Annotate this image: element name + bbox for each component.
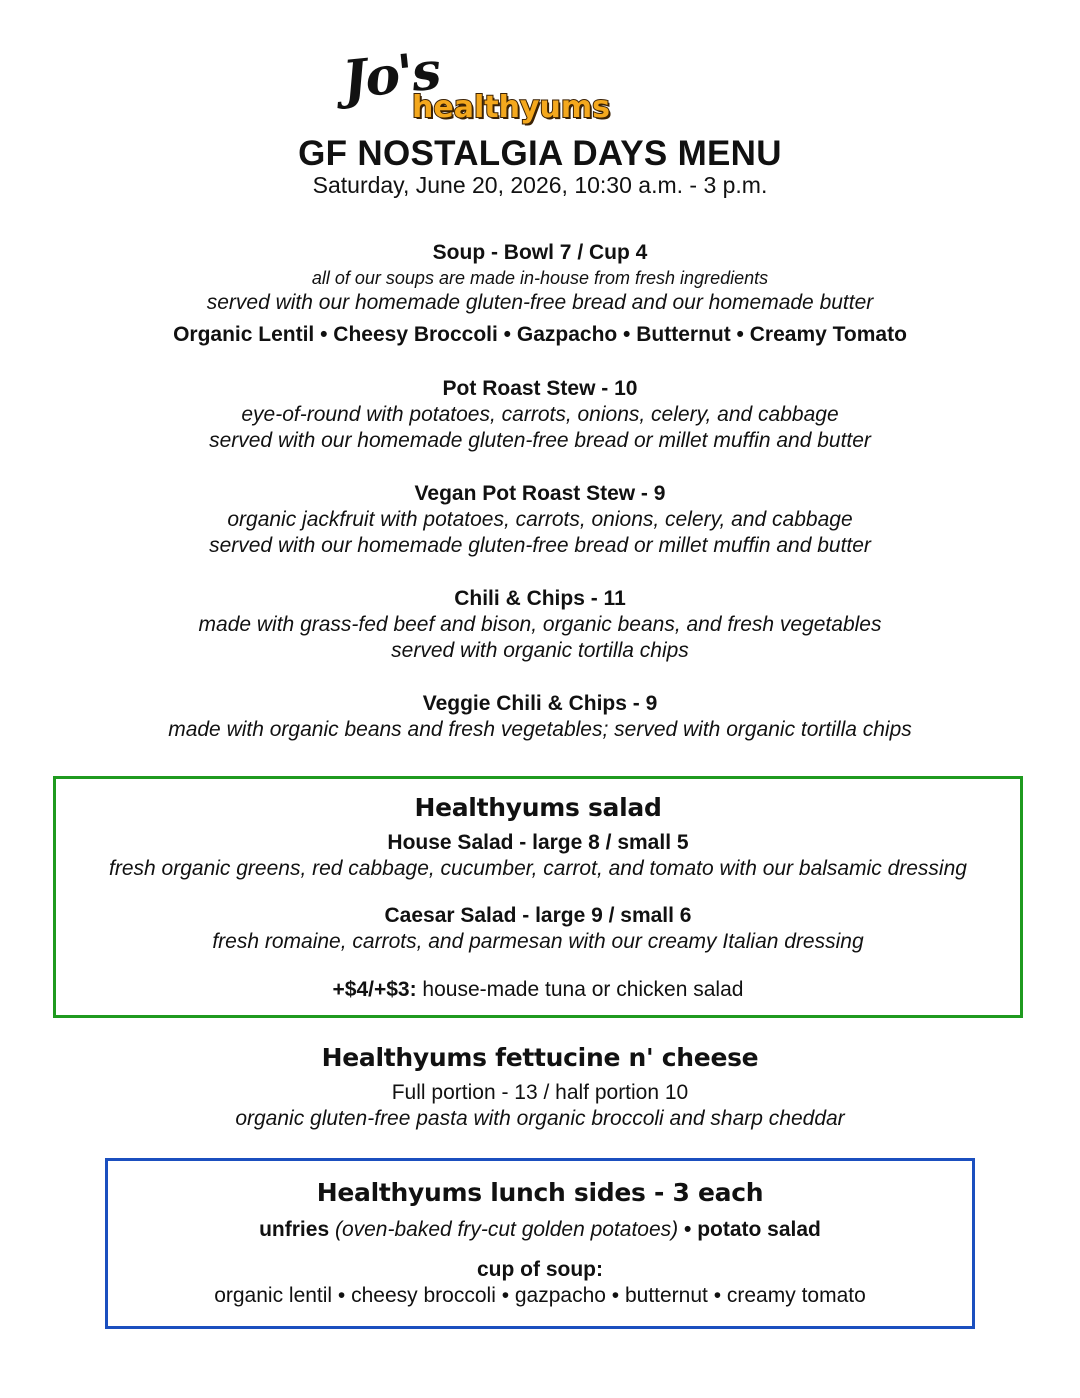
item-title: Pot Roast Stew - 10 (442, 377, 638, 400)
item-title: Vegan Pot Roast Stew - 9 (414, 482, 666, 505)
cup-of-soup-list: organic lentil • cheesy broccoli • gazpacho • butternut • creamy tomato (214, 1284, 866, 1307)
item-desc: served with organic tortilla chips (391, 639, 689, 662)
sides-heading: Healthyums lunch sides - 3 each (316, 1178, 764, 1207)
caesar-salad-title: Caesar Salad - large 9 / small 6 (384, 904, 692, 927)
sides-box (105, 1158, 975, 1329)
bullet-separator: • (684, 1218, 698, 1241)
item-desc: made with grass-fed beef and bison, organic beans, and fresh vegetables (198, 613, 882, 636)
menu-item (0, 691, 1080, 743)
jos-healthyums-logo (339, 40, 680, 133)
logo-jos-text: Jo's (339, 40, 442, 111)
potato-salad-label: potato salad (697, 1218, 821, 1241)
sides-items (108, 1217, 972, 1243)
logo-healthyums-text: healthyums (412, 90, 610, 125)
item-title: Chili & Chips - 11 (454, 587, 626, 610)
item-desc: served with our homemade gluten-free bread or millet muffin and butter (209, 534, 871, 557)
soup-title: Soup - Bowl 7 / Cup 4 (432, 241, 648, 264)
menu-item (0, 586, 1080, 664)
caesar-salad-desc: fresh romaine, carrots, and parmesan with our creamy Italian dressing (212, 930, 864, 953)
addon-text: house-made tuna or chicken salad (416, 978, 744, 1001)
item-desc: made with organic beans and fresh vegetables; served with organic tortilla chips (168, 718, 912, 741)
fettucine-desc: organic gluten-free pasta with organic broccoli and sharp cheddar (235, 1107, 845, 1130)
house-salad-title: House Salad - large 8 / small 5 (387, 831, 689, 854)
addon-price: +$4/+$3: (332, 978, 417, 1001)
cup-of-soup-label: cup of soup: (477, 1258, 603, 1281)
salad-heading: Healthyums salad (414, 793, 662, 822)
unfries-desc: (oven-baked fry-cut golden potatoes) (329, 1218, 684, 1241)
menu-title: GF NOSTALGIA DAYS MENU (298, 134, 782, 173)
menu-date: Saturday, June 20, 2026, 10:30 a.m. - 3 p.m. (312, 172, 768, 198)
salad-box (53, 776, 1023, 1018)
menu-item (0, 481, 1080, 559)
menu-item (0, 376, 1080, 454)
fettucine-portions: Full portion - 13 / half portion 10 (391, 1081, 689, 1104)
item-desc: organic jackfruit with potatoes, carrots, onions, celery, and cabbage (227, 508, 853, 531)
soup-note: all of our soups are made in-house from fresh ingredients (311, 268, 769, 288)
soup-served: served with our homemade gluten-free bread and our homemade butter (206, 291, 874, 314)
unfries-label: unfries (259, 1218, 330, 1241)
salad-addon (56, 977, 1020, 1003)
house-salad-desc: fresh organic greens, red cabbage, cucumber, carrot, and tomato with our balsamic dressing (109, 857, 967, 880)
item-desc: served with our homemade gluten-free bread or millet muffin and butter (209, 429, 871, 452)
soup-varieties: Organic Lentil • Cheesy Broccoli • Gazpacho • Butternut • Creamy Tomato (173, 323, 907, 346)
item-desc: eye-of-round with potatoes, carrots, onions, celery, and cabbage (241, 403, 839, 426)
fettucine-heading: Healthyums fettucine n' cheese (321, 1043, 759, 1072)
soup-section (0, 240, 1080, 348)
item-title: Veggie Chili & Chips - 9 (422, 692, 658, 715)
fettucine-section (0, 1043, 1080, 1132)
